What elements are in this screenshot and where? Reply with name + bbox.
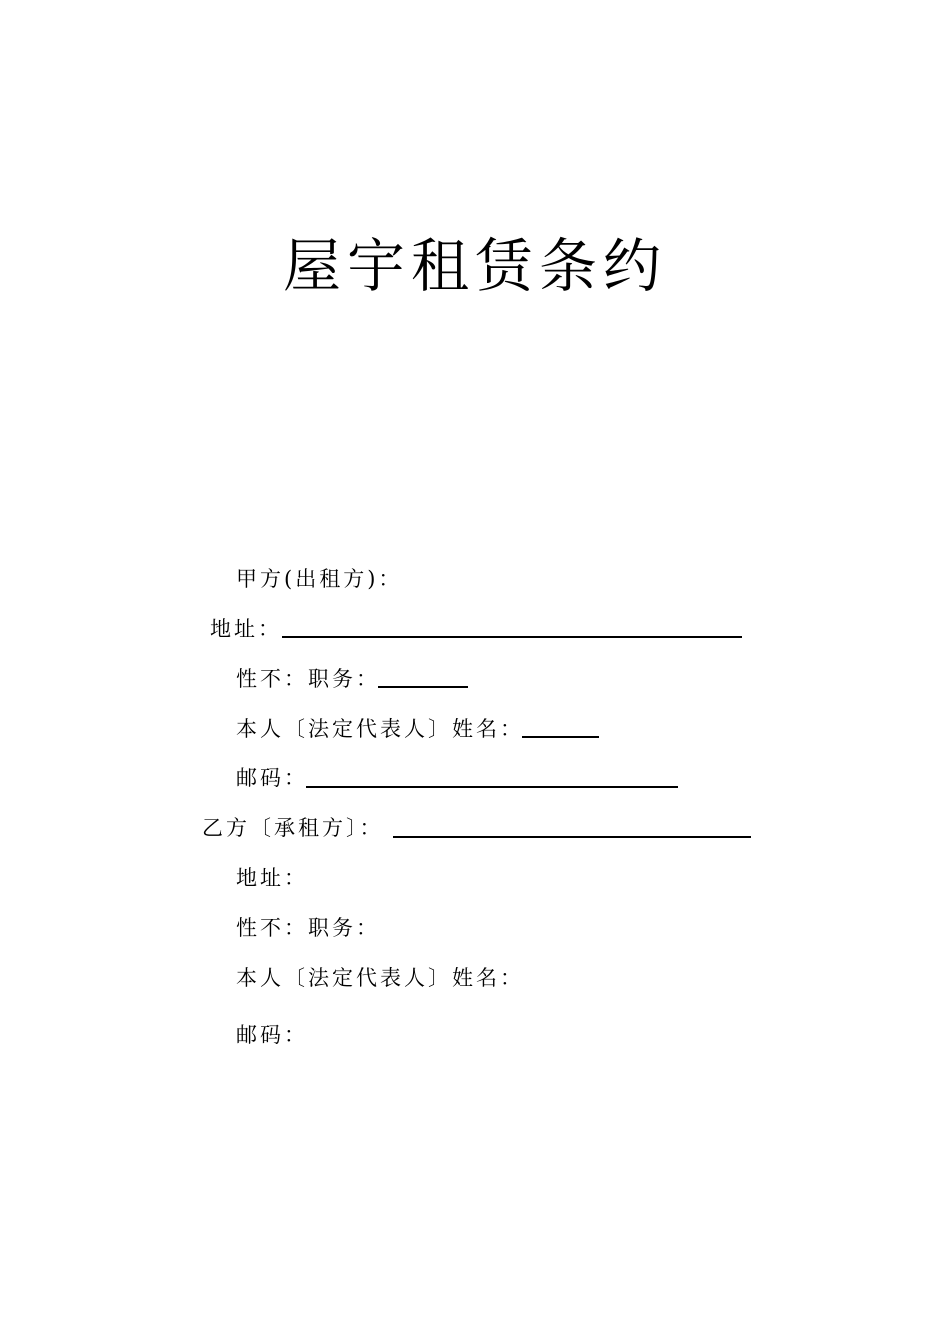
party-a-representative-blank: [522, 736, 599, 738]
party-b-postcode-label: 邮码：: [236, 1023, 308, 1047]
party-b-gender-title-label: 性不：职务：: [236, 916, 380, 940]
party-b-representative-label: 本人〔法定代表人〕姓名：: [236, 966, 524, 990]
party-a-postcode-blank: [306, 786, 678, 788]
party-a-header: 甲方(出租方)：: [236, 567, 403, 591]
party-a-address-label: 地址：: [210, 617, 282, 641]
party-b-header-blank: [393, 836, 751, 838]
document-title: 屋宇租赁条约: [282, 232, 667, 300]
party-a-gender-title-label: 性不：职务：: [236, 667, 380, 691]
party-a-representative-label: 本人〔法定代表人〕姓名：: [236, 717, 524, 741]
party-b-header: 乙方〔承租方〕：: [202, 816, 384, 840]
party-a-title-blank: [378, 686, 468, 688]
party-b-address-label: 地址：: [236, 866, 308, 890]
party-a-postcode-label: 邮码：: [236, 766, 308, 790]
party-a-address-blank: [282, 636, 742, 638]
